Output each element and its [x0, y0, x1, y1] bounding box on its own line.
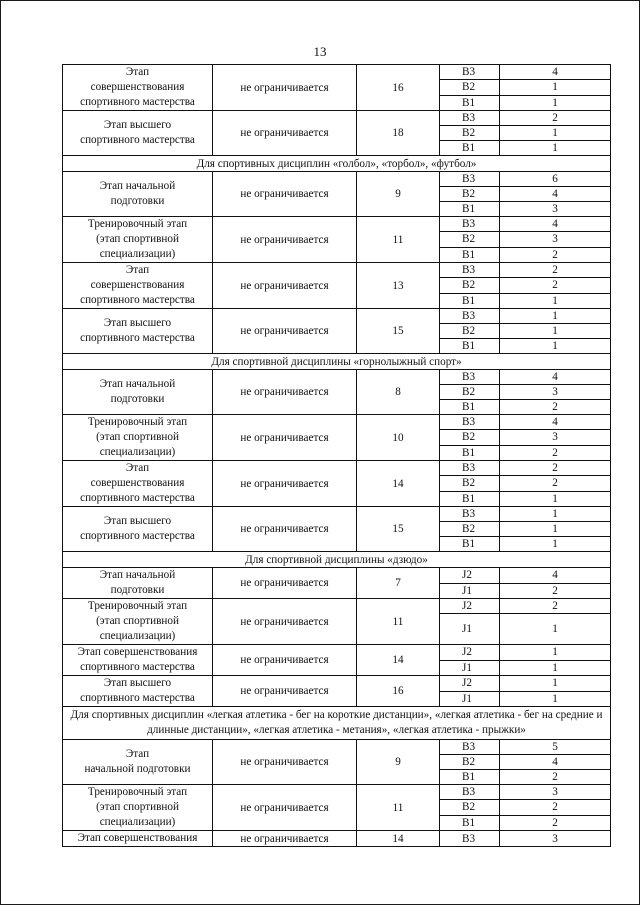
stage-name — [63, 415, 213, 461]
table-row — [63, 415, 611, 430]
table-row — [63, 461, 611, 476]
level-code: В2 — [440, 755, 500, 770]
level-code: J2 — [440, 676, 500, 692]
table-row — [63, 370, 611, 385]
stage-name-line: подготовки — [110, 584, 165, 596]
level-count: 4 — [500, 370, 611, 385]
duration-limit: не ограничивается — [213, 263, 357, 309]
level-code: В3 — [440, 507, 500, 522]
level-count: 1 — [500, 645, 611, 661]
level-count: 1 — [500, 339, 611, 354]
stage-name — [63, 831, 213, 847]
table-row — [63, 599, 611, 614]
stage-name-line: спортивного мастерства — [80, 692, 195, 704]
table-row — [63, 172, 611, 187]
stage-name-line: Тренировочный этап — [87, 416, 188, 428]
stage-name-line: спортивного мастерства — [80, 332, 195, 344]
stage-name — [63, 217, 213, 263]
table-row — [63, 645, 611, 661]
level-code: В1 — [440, 247, 500, 262]
level-code: В2 — [440, 80, 500, 95]
level-code: J2 — [440, 599, 500, 614]
stage-name — [63, 461, 213, 507]
min-age: 14 — [357, 461, 440, 507]
min-age: 18 — [357, 111, 440, 156]
level-count: 1 — [500, 691, 611, 707]
stage-name-line: спортивного мастерства — [80, 96, 195, 108]
level-code: J1 — [440, 614, 500, 645]
level-count: 3 — [500, 831, 611, 847]
level-code: В3 — [440, 172, 500, 187]
duration-limit: не ограничивается — [213, 309, 357, 354]
stage-name — [63, 568, 213, 599]
level-code: В3 — [440, 111, 500, 126]
min-age: 15 — [357, 507, 440, 552]
duration-limit: не ограничивается — [213, 65, 357, 111]
level-count: 1 — [500, 141, 611, 156]
level-code: В2 — [440, 278, 500, 293]
section-heading: Для спортивных дисциплин «легкая атлетика - бег на короткие дистанции», «легкая атлетика - бег на средние и длинные дистанции», «легкая атлетика - метания», «легкая атлетика - прыжки» — [63, 707, 611, 740]
level-count: 1 — [500, 491, 611, 506]
stage-name-line: спортивного мастерства — [80, 134, 195, 146]
stage-name-line: Этап совершенствования — [77, 646, 198, 658]
level-count: 4 — [500, 187, 611, 202]
level-code: В2 — [440, 522, 500, 537]
duration-limit: не ограничивается — [213, 676, 357, 707]
min-age: 11 — [357, 217, 440, 263]
level-count: 2 — [500, 400, 611, 415]
duration-limit: не ограничивается — [213, 370, 357, 415]
level-count: 2 — [500, 583, 611, 599]
level-count: 1 — [500, 614, 611, 645]
duration-limit: не ограничивается — [213, 111, 357, 156]
level-code: J1 — [440, 660, 500, 676]
duration-limit: не ограничивается — [213, 645, 357, 676]
level-code: В1 — [440, 445, 500, 460]
level-count: 2 — [500, 263, 611, 278]
table-row — [63, 831, 611, 847]
stage-name-line: Этап высшего — [103, 119, 172, 131]
duration-limit: не ограничивается — [213, 461, 357, 507]
level-count: 4 — [500, 568, 611, 584]
table-row — [63, 507, 611, 522]
stage-name-line: совершенствования — [90, 279, 185, 291]
level-code: В2 — [440, 126, 500, 141]
stage-name-line: Этап начальной — [99, 180, 176, 192]
level-count: 3 — [500, 385, 611, 400]
level-count: 2 — [500, 445, 611, 460]
table-row — [63, 111, 611, 126]
level-count: 1 — [500, 95, 611, 110]
level-count: 1 — [500, 537, 611, 552]
level-code: В2 — [440, 324, 500, 339]
stage-name-line: Этап высшего — [103, 317, 172, 329]
duration-limit: не ограничивается — [213, 217, 357, 263]
min-age: 11 — [357, 785, 440, 831]
level-code: В3 — [440, 415, 500, 430]
duration-limit: не ограничивается — [213, 785, 357, 831]
level-count: 2 — [500, 461, 611, 476]
duration-limit: не ограничивается — [213, 568, 357, 599]
level-count: 3 — [500, 232, 611, 247]
level-code: В1 — [440, 339, 500, 354]
level-code: В1 — [440, 293, 500, 308]
page-number: 13 — [313, 44, 327, 59]
stage-name — [63, 370, 213, 415]
min-age: 15 — [357, 309, 440, 354]
table-row — [63, 740, 611, 755]
duration-limit: не ограничивается — [213, 599, 357, 645]
stage-name-line: специализации) — [99, 630, 176, 642]
level-code: В2 — [440, 187, 500, 202]
stage-name-line: специализации) — [99, 248, 176, 260]
level-code: J2 — [440, 645, 500, 661]
min-age: 14 — [357, 831, 440, 847]
level-count: 4 — [500, 65, 611, 80]
min-age: 8 — [357, 370, 440, 415]
sport-stages-table — [62, 64, 611, 847]
stage-name-line: совершенствования — [90, 81, 185, 93]
stage-name-line: (этап спортивной — [96, 233, 179, 245]
min-age: 9 — [357, 740, 440, 785]
level-count: 4 — [500, 415, 611, 430]
level-count: 5 — [500, 740, 611, 755]
level-count: 3 — [500, 430, 611, 445]
level-code: В2 — [440, 800, 500, 815]
stage-name-line: Этап начальной — [99, 378, 176, 390]
stage-name-line: подготовки — [110, 195, 165, 207]
stage-name — [63, 507, 213, 552]
level-code: В3 — [440, 370, 500, 385]
section-heading-row — [63, 354, 611, 370]
level-code: В1 — [440, 400, 500, 415]
stage-name — [63, 676, 213, 707]
section-heading-row — [63, 552, 611, 568]
stage-name — [63, 645, 213, 676]
min-age: 11 — [357, 599, 440, 645]
min-age: 9 — [357, 172, 440, 217]
stage-name — [63, 263, 213, 309]
level-code: В1 — [440, 491, 500, 506]
table-row — [63, 263, 611, 278]
level-count: 2 — [500, 111, 611, 126]
stage-name-line: Этап — [125, 66, 150, 78]
min-age: 10 — [357, 415, 440, 461]
stage-name-line: Тренировочный этап — [87, 218, 188, 230]
stage-name-line: Этап высшего — [103, 515, 172, 527]
level-count: 1 — [500, 676, 611, 692]
stage-name — [63, 785, 213, 831]
table-row — [63, 309, 611, 324]
table-row — [63, 217, 611, 232]
level-count: 3 — [500, 202, 611, 217]
level-code: В2 — [440, 232, 500, 247]
level-count: 2 — [500, 247, 611, 262]
min-age: 16 — [357, 676, 440, 707]
level-code: В1 — [440, 202, 500, 217]
stage-name-line: Этап — [125, 462, 150, 474]
min-age: 16 — [357, 65, 440, 111]
stage-name-line: Этап совершенствования — [77, 832, 198, 844]
table-row — [63, 65, 611, 80]
duration-limit: не ограничивается — [213, 740, 357, 785]
stage-name-line: Тренировочный этап — [87, 786, 188, 798]
level-code: В1 — [440, 95, 500, 110]
stage-name-line: спортивного мастерства — [80, 661, 195, 673]
level-count: 2 — [500, 278, 611, 293]
stage-name-line: Тренировочный этап — [87, 600, 188, 612]
min-age: 14 — [357, 645, 440, 676]
stage-name-line: Этап — [125, 748, 150, 760]
stage-name-line: (этап спортивной — [96, 431, 179, 443]
level-code: В2 — [440, 430, 500, 445]
level-count: 1 — [500, 324, 611, 339]
stage-name-line: специализации) — [99, 816, 176, 828]
stage-name-line: (этап спортивной — [96, 801, 179, 813]
level-count: 2 — [500, 476, 611, 491]
stage-name-line: спортивного мастерства — [80, 492, 195, 504]
table-row — [63, 676, 611, 692]
duration-limit: не ограничивается — [213, 507, 357, 552]
table-row — [63, 785, 611, 800]
stage-name — [63, 65, 213, 111]
level-count: 4 — [500, 755, 611, 770]
level-count: 2 — [500, 800, 611, 815]
level-count: 4 — [500, 217, 611, 232]
stage-name-line: начальной подготовки — [84, 763, 191, 775]
stage-name — [63, 309, 213, 354]
level-code: В1 — [440, 141, 500, 156]
level-code: J2 — [440, 568, 500, 584]
stage-name-line: спортивного мастерства — [80, 294, 195, 306]
level-code: В3 — [440, 831, 500, 847]
section-heading: Для спортивной дисциплины «дзюдо» — [63, 552, 611, 568]
stage-name — [63, 172, 213, 217]
section-heading: Для спортивных дисциплин «голбол», «торбол», «футбол» — [63, 156, 611, 172]
duration-limit: не ограничивается — [213, 172, 357, 217]
level-count: 1 — [500, 507, 611, 522]
level-code: J1 — [440, 691, 500, 707]
section-heading-row — [63, 156, 611, 172]
level-count: 3 — [500, 785, 611, 800]
level-code: J1 — [440, 583, 500, 599]
min-age: 7 — [357, 568, 440, 599]
level-count: 1 — [500, 126, 611, 141]
level-count: 2 — [500, 599, 611, 614]
level-code: В3 — [440, 263, 500, 278]
level-code: В3 — [440, 309, 500, 324]
level-code: В3 — [440, 461, 500, 476]
stage-name-line: Этап начальной — [99, 569, 176, 581]
level-code: В2 — [440, 385, 500, 400]
level-count: 1 — [500, 80, 611, 95]
level-count: 6 — [500, 172, 611, 187]
stage-name-line: Этап высшего — [103, 677, 172, 689]
min-age: 13 — [357, 263, 440, 309]
stage-name-line: спортивного мастерства — [80, 530, 195, 542]
stage-name-line: Этап — [125, 264, 150, 276]
level-count: 1 — [500, 309, 611, 324]
level-code: В3 — [440, 785, 500, 800]
level-code: В3 — [440, 217, 500, 232]
stage-name-line: подготовки — [110, 393, 165, 405]
level-code: В1 — [440, 770, 500, 785]
table-row — [63, 568, 611, 584]
level-code: В3 — [440, 740, 500, 755]
level-code: В3 — [440, 65, 500, 80]
level-code: В1 — [440, 537, 500, 552]
duration-limit: не ограничивается — [213, 415, 357, 461]
stage-name-line: (этап спортивной — [96, 615, 179, 627]
level-count: 1 — [500, 660, 611, 676]
level-code: В2 — [440, 476, 500, 491]
duration-limit: не ограничивается — [213, 831, 357, 847]
section-heading-row — [63, 707, 611, 740]
stage-name — [63, 599, 213, 645]
stage-name — [63, 740, 213, 785]
stage-name-line: совершенствования — [90, 477, 185, 489]
level-count: 2 — [500, 770, 611, 785]
level-count: 2 — [500, 815, 611, 830]
level-count: 1 — [500, 293, 611, 308]
level-code: В1 — [440, 815, 500, 830]
stage-name — [63, 111, 213, 156]
level-count: 1 — [500, 522, 611, 537]
stage-name-line: специализации) — [99, 446, 176, 458]
section-heading: Для спортивной дисциплины «горнолыжный спорт» — [63, 354, 611, 370]
